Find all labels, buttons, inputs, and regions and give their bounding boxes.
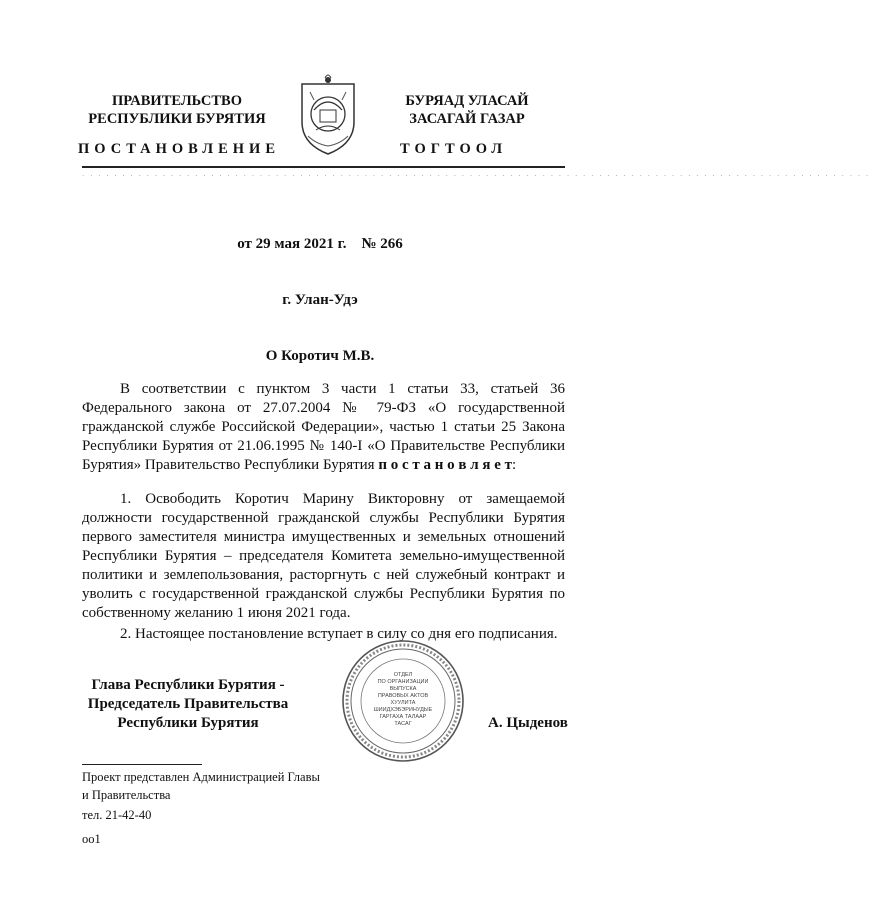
document-title: О Коротич М.В. [265, 348, 375, 364]
stamp-line1: ОТДЕЛ [393, 672, 413, 678]
footer-line1: Проект представлен Администрацией Главы [82, 770, 320, 784]
item-1-text: 1. Освободить Коротич Марину Викторовну от замещаемой должности государственной гражданской службы Республики Бурятия первого заместителя министра имущественных и земельных отношений Республики Бурятия – председателя Комитета земельно-имущественной политики и землепользования, расторгнуть с ней служебный контракт и уволить с государственной гражданской службы Республики Бурятия по собственному желанию 1 июня 2021 года. [82, 491, 565, 621]
stamp-line3: ВЫПУСКА [389, 686, 417, 692]
header-right-line2: ЗАСАГАЙ ГАЗАР [409, 111, 525, 127]
item-2-paragraph [82, 625, 565, 644]
preamble-text: В соответствии с пунктом 3 части 1 статьи 33, статьей 36 Федерального закона от 27.07.2004 № 79-ФЗ «О государственной гражданской службе Российской Федерации», частью 1 статьи 25 Закона Республики Бурятия от 21.06.1995 № 140-I «О Правительстве Республики Бурятия» Правительство Республики Бурятия [82, 381, 565, 473]
header-left [82, 92, 272, 128]
stamp-line4: ПРАВОВЫХ АКТОВ [377, 693, 429, 699]
position-line1: Глава Республики Бурятия - [91, 677, 285, 693]
city: г. Улан-Удэ [282, 292, 358, 308]
header-left-line2: РЕСПУБЛИКИ БУРЯТИЯ [88, 111, 266, 127]
footer-project-note [82, 768, 320, 804]
footer-divider [82, 764, 202, 765]
position-line3: Республики Бурятия [117, 715, 259, 731]
preamble-paragraph [82, 380, 565, 475]
position-line2: Председатель Правительства [87, 696, 289, 712]
footer-code: оо1 [82, 832, 101, 846]
doc-type-left: ПОСТАНОВЛЕНИЕ [78, 141, 281, 157]
item-2-text: 2. Настоящее постановление вступает в силу со дня его подписания. [120, 626, 558, 642]
preamble-emphasis: п о с т а н о в л я е т [378, 457, 513, 473]
date-number: от 29 мая 2021 г. № 266 [237, 236, 403, 252]
item-1-paragraph [82, 490, 565, 623]
stamp-line7: ГАРГАХА ТАЛААР [379, 714, 427, 720]
header-right-line1: БУРЯАД УЛАСАЙ [405, 93, 529, 109]
header-divider [82, 166, 565, 168]
doc-type-right: ТОГТООЛ [400, 141, 508, 157]
preamble-end: : [512, 457, 517, 473]
stamp-line8: ТАСАГ [394, 721, 412, 727]
signatory-name: А. Цыденов [488, 715, 568, 731]
footer-phone: тел. 21-42-40 [82, 808, 152, 822]
stamp-line2: ПО ОРГАНИЗАЦИИ [377, 679, 429, 685]
header-dotted-line: · · · · · · · · · · · · · · · · · · · · · · · · · · · · · · · · · · · · · · · · · · · · · · · · · · · · · · · · · · · · · · · · · · · · · · · · · · · · · · · · · · · · · · · · · · · · · · · · · · [82, 172, 870, 180]
footer-line2: и Правительства [82, 788, 171, 802]
stamp-line6: ШИИДХЭБЭРИНУДЫЕ [373, 707, 433, 713]
header-left-line1: ПРАВИТЕЛЬСТВО [112, 93, 242, 109]
coat-of-arms-emblem [296, 74, 360, 156]
stamp-text [360, 672, 446, 728]
signatory-position [82, 676, 294, 733]
official-stamp [340, 638, 466, 764]
stamp-line5: ХУУЛИТА [390, 700, 416, 706]
header-right [372, 92, 562, 128]
